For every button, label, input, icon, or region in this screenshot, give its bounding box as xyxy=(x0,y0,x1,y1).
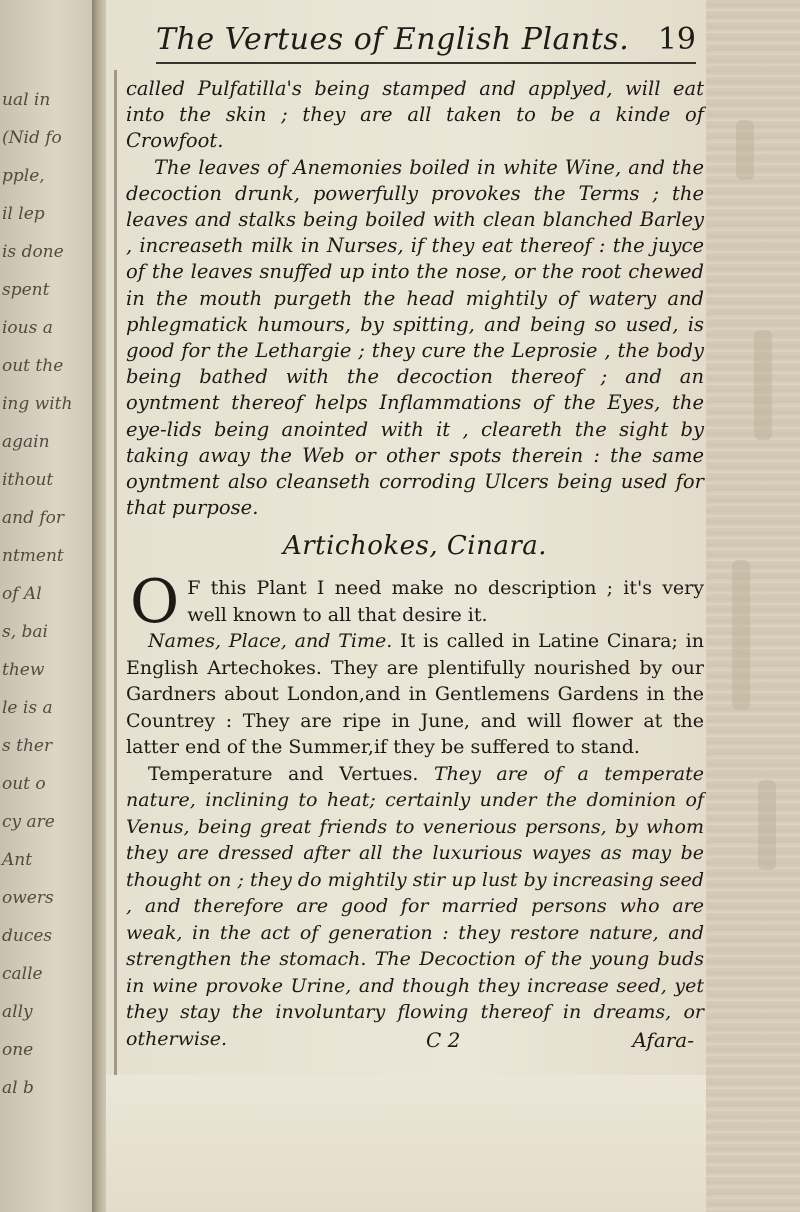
facing-page-bleed xyxy=(0,0,92,1212)
running-title: The Vertues of English Plants. xyxy=(156,22,630,57)
facing-page-fragment: (Nid fo xyxy=(2,128,62,148)
facing-page-fragment: calle xyxy=(2,964,43,984)
facing-page-fragment: s, bai xyxy=(2,622,48,642)
facing-page-fragment: and for xyxy=(2,508,65,528)
facing-page-fragment: pple, xyxy=(2,166,45,186)
facing-page-fragment: al b xyxy=(2,1078,34,1098)
facing-page-fragment: cy are xyxy=(2,812,55,832)
page-number: 19 xyxy=(657,22,696,57)
facing-page-fragment: thew xyxy=(2,660,45,680)
paragraph-artichokes xyxy=(126,567,704,1052)
blank-lower-margin xyxy=(106,1075,706,1212)
facing-page-fragment: one xyxy=(2,1040,34,1060)
facing-page-fragment: duces xyxy=(2,926,53,946)
signature-mark: C 2 xyxy=(426,1028,461,1052)
facing-page-fragment: out the xyxy=(2,356,64,376)
names-text: It is called in Latine Cinara; in English Artechokes. They are plentifully nourished by our Gardners about London,and in Gentlemens Gardens in the Countrey : They are ripe in June, and will flower at the latter end of the Summer,if they be suffered to stand. xyxy=(126,630,704,759)
paragraph-anemonies: The leaves of Anemonies boiled in white Wine, and the decoction drunk, powerfully provokes the Terms ; the leaves and stalks being boiled with clean blanched Barley , increaseth milk in Nurses, if they eat thereof : the juyce of the leaves snuffed up into the nose, or the root chewed in the mouth purgeth the head mightily of watery and phlegmatick humours, by spitting, and being so used, is good for the Lethargie ; they cure the Leprosie , the body being bathed with the decoction thereof ; and an oyntment thereof helps Inflammations of the Eyes, the eye-lids being anointed with it , cleareth the sight by taking away the Web or other spots therein : the same oyntment also cleanseth corroding Ulcers being used for that purpose. xyxy=(126,155,704,520)
facing-page-fragment: spent xyxy=(2,280,50,300)
foxing-mark xyxy=(736,120,754,180)
page-footer xyxy=(126,1028,704,1058)
drop-cap: O xyxy=(130,567,180,638)
facing-page-fragment: ious a xyxy=(2,318,53,338)
temperature-text: They are of a temperate nature, inclining to heat; certainly under the dominion of Venus, being great friends to venerious persons, by whom they are dressed after all the luxurious wayes as may be thought on ; they do mightily stir up lust by increasing seed , and therefore are good for married persons who are weak, in the act of generation : they restore nature, and strengthen the stomach. The Decoction of the young buds in wine provoke Urine, and though they increase seed, yet they stay the involuntary flowing thereof in dreams, or otherwise. xyxy=(126,762,704,1050)
facing-page-fragment: ithout xyxy=(2,470,54,490)
book-page xyxy=(106,0,706,1212)
catchword: Afara- xyxy=(632,1028,694,1052)
section-heading: Artichokes, Cinara. xyxy=(282,531,548,562)
facing-page-fragment: ing with xyxy=(2,394,73,414)
facing-page-fragment: il lep xyxy=(2,204,45,224)
names-label: Names, Place, and Time. xyxy=(148,630,393,653)
facing-page-fragment: again xyxy=(2,432,50,452)
running-header xyxy=(156,22,696,64)
foxing-mark xyxy=(758,780,776,870)
facing-page-fragment: ally xyxy=(2,1002,33,1022)
facing-page-fragment: Ant xyxy=(2,850,33,870)
foxing-mark xyxy=(754,330,772,440)
book-gutter xyxy=(92,0,106,1212)
foxing-mark xyxy=(732,560,750,710)
facing-page-fragment: le is a xyxy=(2,698,53,718)
page-edge-right xyxy=(706,0,800,1212)
temperature-label: Temperature and Vertues. xyxy=(148,762,419,785)
facing-page-fragment: of Al xyxy=(2,584,42,604)
facing-page-fragment: s ther xyxy=(2,736,53,756)
paragraph-pulsatilla: called Pulfatilla's being stamped and applyed, will eat into the skin ; they are all taken to be a kinde of Crowfoot. xyxy=(126,77,704,153)
description-text: F this Plant I need make no description ; it's very well known to all that desire it. xyxy=(187,577,704,626)
facing-page-fragment: ual in xyxy=(2,90,51,110)
facing-page-fragment: out o xyxy=(2,774,46,794)
facing-page-fragment: owers xyxy=(2,888,54,908)
facing-page-fragment: ntment xyxy=(2,546,64,566)
facing-page-fragment: is done xyxy=(2,242,64,262)
page-body xyxy=(126,76,704,1052)
margin-shadow xyxy=(114,70,117,1170)
